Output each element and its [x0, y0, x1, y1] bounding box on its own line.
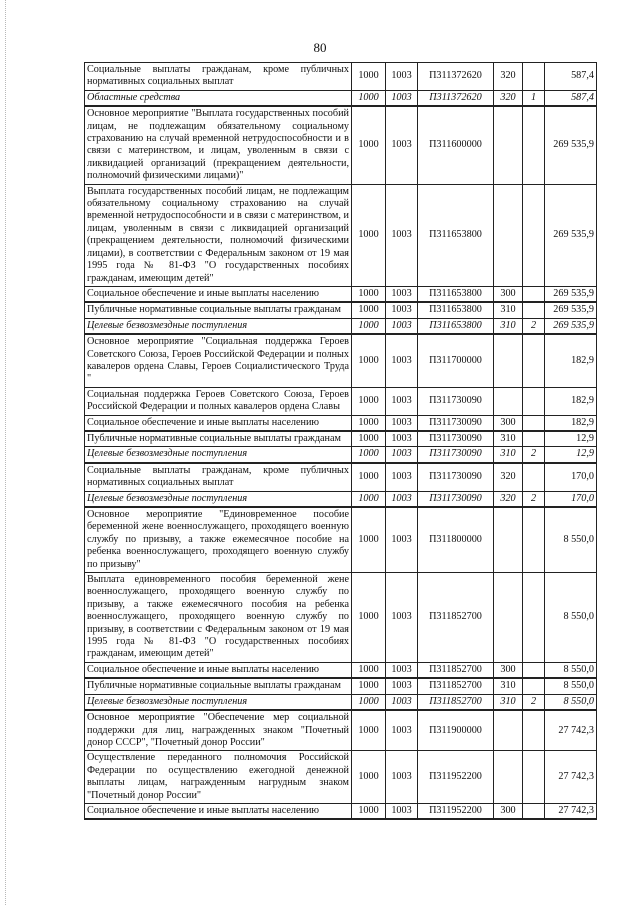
row-name-cell: Социальные выплаты гражданам, кроме публичных нормативных социальных выплат: [85, 463, 352, 491]
section-code-cell: 1000: [352, 63, 386, 91]
target-article-cell: П311600000: [418, 106, 494, 184]
row-name-cell: Областные средства: [85, 90, 352, 106]
expense-type-cell: [494, 507, 523, 573]
target-article-cell: П311730090: [418, 447, 494, 463]
section-code-cell: 1000: [352, 573, 386, 663]
source-code-cell: [523, 106, 545, 184]
section-code-cell: 1000: [352, 286, 386, 302]
row-name-cell: Основное мероприятие "Единовременное пособие беременной жене военнослужащего, проходящего военную службу по призыву, а также ежемесячное пособие на ребенка военнослужащего, проходящего военную службу по призыву": [85, 507, 352, 573]
subsection-code-cell: 1003: [386, 63, 418, 91]
table-row: [85, 302, 597, 318]
source-code-cell: [523, 431, 545, 447]
subsection-code-cell: 1003: [386, 803, 418, 819]
source-code-cell: 2: [523, 318, 545, 334]
section-code-cell: 1000: [352, 318, 386, 334]
source-code-cell: 2: [523, 694, 545, 710]
source-code-cell: [523, 415, 545, 431]
section-code-cell: 1000: [352, 694, 386, 710]
expense-type-cell: [494, 751, 523, 804]
expense-type-cell: 300: [494, 662, 523, 678]
section-code-cell: 1000: [352, 184, 386, 286]
amount-cell: 269 535,9: [545, 184, 597, 286]
budget-table-body: [85, 63, 597, 820]
subsection-code-cell: 1003: [386, 415, 418, 431]
expense-type-cell: [494, 573, 523, 663]
amount-cell: 12,9: [545, 431, 597, 447]
target-article-cell: П311800000: [418, 507, 494, 573]
table-row: [85, 387, 597, 415]
target-article-cell: П311653800: [418, 318, 494, 334]
amount-cell: 170,0: [545, 463, 597, 491]
row-name-cell: Целевые безвозмездные поступления: [85, 491, 352, 507]
subsection-code-cell: 1003: [386, 463, 418, 491]
expense-type-cell: 320: [494, 90, 523, 106]
source-code-cell: [523, 387, 545, 415]
subsection-code-cell: 1003: [386, 751, 418, 804]
source-code-cell: [523, 334, 545, 387]
table-row: [85, 106, 597, 184]
section-code-cell: 1000: [352, 678, 386, 694]
row-name-cell: Социальная поддержка Героев Советского Союза, Героев Российской Федерации и полных кавалеров ордена Славы: [85, 387, 352, 415]
section-code-cell: 1000: [352, 431, 386, 447]
expense-type-cell: [494, 184, 523, 286]
table-row: [85, 463, 597, 491]
source-code-cell: 1: [523, 90, 545, 106]
source-code-cell: [523, 302, 545, 318]
source-code-cell: [523, 803, 545, 819]
expense-type-cell: 310: [494, 318, 523, 334]
amount-cell: 182,9: [545, 387, 597, 415]
amount-cell: 8 550,0: [545, 507, 597, 573]
row-name-cell: Публичные нормативные социальные выплаты гражданам: [85, 431, 352, 447]
subsection-code-cell: 1003: [386, 184, 418, 286]
amount-cell: 269 535,9: [545, 302, 597, 318]
page-number: 80: [313, 40, 327, 55]
source-code-cell: 2: [523, 447, 545, 463]
table-row: [85, 318, 597, 334]
row-name-cell: Социальные выплаты гражданам, кроме публичных нормативных социальных выплат: [85, 63, 352, 91]
row-name-cell: Целевые безвозмездные поступления: [85, 694, 352, 710]
source-code-cell: [523, 678, 545, 694]
amount-cell: 8 550,0: [545, 573, 597, 663]
section-code-cell: 1000: [352, 447, 386, 463]
source-code-cell: [523, 662, 545, 678]
section-code-cell: 1000: [352, 302, 386, 318]
table-row: [85, 415, 597, 431]
expense-type-cell: [494, 334, 523, 387]
target-article-cell: П311730090: [418, 415, 494, 431]
source-code-cell: [523, 710, 545, 751]
table-row: [85, 507, 597, 573]
target-article-cell: П311730090: [418, 463, 494, 491]
target-article-cell: П311730090: [418, 491, 494, 507]
expense-type-cell: 310: [494, 694, 523, 710]
table-row: [85, 662, 597, 678]
source-code-cell: 2: [523, 491, 545, 507]
amount-cell: 8 550,0: [545, 694, 597, 710]
section-code-cell: 1000: [352, 463, 386, 491]
subsection-code-cell: 1003: [386, 286, 418, 302]
amount-cell: 269 535,9: [545, 106, 597, 184]
subsection-code-cell: 1003: [386, 678, 418, 694]
row-name-cell: Основное мероприятие "Обеспечение мер социальной поддержки для лиц, награжденных знаком "Почетный донор СССР", "Почетный донор России": [85, 710, 352, 751]
amount-cell: 587,4: [545, 90, 597, 106]
amount-cell: 170,0: [545, 491, 597, 507]
target-article-cell: П311852700: [418, 662, 494, 678]
subsection-code-cell: 1003: [386, 710, 418, 751]
expense-type-cell: 310: [494, 302, 523, 318]
table-row: [85, 710, 597, 751]
table-row: [85, 447, 597, 463]
row-name-cell: Публичные нормативные социальные выплаты гражданам: [85, 678, 352, 694]
target-article-cell: П311653800: [418, 286, 494, 302]
target-article-cell: П311372620: [418, 90, 494, 106]
expense-type-cell: [494, 710, 523, 751]
amount-cell: 12,9: [545, 447, 597, 463]
section-code-cell: 1000: [352, 710, 386, 751]
expense-type-cell: 300: [494, 286, 523, 302]
subsection-code-cell: 1003: [386, 491, 418, 507]
target-article-cell: П311700000: [418, 334, 494, 387]
subsection-code-cell: 1003: [386, 431, 418, 447]
expense-type-cell: 300: [494, 803, 523, 819]
target-article-cell: П311952200: [418, 751, 494, 804]
source-code-cell: [523, 63, 545, 91]
amount-cell: 269 535,9: [545, 286, 597, 302]
row-name-cell: Социальное обеспечение и иные выплаты населению: [85, 662, 352, 678]
amount-cell: 27 742,3: [545, 710, 597, 751]
source-code-cell: [523, 751, 545, 804]
target-article-cell: П311852700: [418, 573, 494, 663]
subsection-code-cell: 1003: [386, 90, 418, 106]
table-row: [85, 573, 597, 663]
section-code-cell: 1000: [352, 90, 386, 106]
amount-cell: 587,4: [545, 63, 597, 91]
target-article-cell: П311730090: [418, 387, 494, 415]
budget-table: [84, 62, 597, 820]
expense-type-cell: 310: [494, 678, 523, 694]
row-name-cell: Основное мероприятие "Выплата государственных пособий лицам, не подлежащим обязательному социальному страхованию на случай временной нетрудоспособности и в связи с материнством, и лицам, уволенным в связи с ликвидацией организаций (прекращением деятельности, полномочий физическими лицами)": [85, 106, 352, 184]
amount-cell: 182,9: [545, 334, 597, 387]
amount-cell: 27 742,3: [545, 751, 597, 804]
row-name-cell: Целевые безвозмездные поступления: [85, 318, 352, 334]
table-row: [85, 286, 597, 302]
table-row: [85, 63, 597, 91]
source-code-cell: [523, 463, 545, 491]
page-edge-rule: [5, 0, 6, 905]
subsection-code-cell: 1003: [386, 662, 418, 678]
amount-cell: 182,9: [545, 415, 597, 431]
subsection-code-cell: 1003: [386, 387, 418, 415]
subsection-code-cell: 1003: [386, 318, 418, 334]
source-code-cell: [523, 286, 545, 302]
target-article-cell: П311372620: [418, 63, 494, 91]
row-name-cell: Социальное обеспечение и иные выплаты населению: [85, 803, 352, 819]
table-row: [85, 184, 597, 286]
source-code-cell: [523, 184, 545, 286]
row-name-cell: Целевые безвозмездные поступления: [85, 447, 352, 463]
row-name-cell: Социальное обеспечение и иные выплаты населению: [85, 286, 352, 302]
expense-type-cell: 310: [494, 447, 523, 463]
expense-type-cell: 320: [494, 463, 523, 491]
section-code-cell: 1000: [352, 803, 386, 819]
row-name-cell: Публичные нормативные социальные выплаты гражданам: [85, 302, 352, 318]
source-code-cell: [523, 507, 545, 573]
subsection-code-cell: 1003: [386, 302, 418, 318]
section-code-cell: 1000: [352, 106, 386, 184]
expense-type-cell: 320: [494, 63, 523, 91]
table-row: [85, 334, 597, 387]
target-article-cell: П311852700: [418, 678, 494, 694]
row-name-cell: Осуществление переданного полномочия Российской Федерации по осуществлению ежегодной денежной выплаты лицам, награжденным нагрудным знаком "Почетный донор России": [85, 751, 352, 804]
row-name-cell: Основное мероприятие "Социальная поддержка Героев Советского Союза, Героев Российской Федерации и полных кавалеров ордена Славы, Героев Социалистического Труда ": [85, 334, 352, 387]
amount-cell: 27 742,3: [545, 803, 597, 819]
table-row: [85, 431, 597, 447]
subsection-code-cell: 1003: [386, 694, 418, 710]
amount-cell: 8 550,0: [545, 662, 597, 678]
expense-type-cell: [494, 106, 523, 184]
source-code-cell: [523, 573, 545, 663]
row-name-cell: Социальное обеспечение и иные выплаты населению: [85, 415, 352, 431]
amount-cell: 8 550,0: [545, 678, 597, 694]
table-row: [85, 678, 597, 694]
expense-type-cell: 320: [494, 491, 523, 507]
table-row: [85, 803, 597, 819]
target-article-cell: П311730090: [418, 431, 494, 447]
section-code-cell: 1000: [352, 334, 386, 387]
expense-type-cell: [494, 387, 523, 415]
section-code-cell: 1000: [352, 751, 386, 804]
section-code-cell: 1000: [352, 662, 386, 678]
subsection-code-cell: 1003: [386, 334, 418, 387]
subsection-code-cell: 1003: [386, 106, 418, 184]
table-row: [85, 751, 597, 804]
target-article-cell: П311952200: [418, 803, 494, 819]
section-code-cell: 1000: [352, 387, 386, 415]
table-row: [85, 491, 597, 507]
expense-type-cell: 310: [494, 431, 523, 447]
section-code-cell: 1000: [352, 507, 386, 573]
subsection-code-cell: 1003: [386, 447, 418, 463]
table-row: [85, 90, 597, 106]
section-code-cell: 1000: [352, 415, 386, 431]
subsection-code-cell: 1003: [386, 573, 418, 663]
target-article-cell: П311653800: [418, 302, 494, 318]
target-article-cell: П311900000: [418, 710, 494, 751]
table-row: [85, 694, 597, 710]
amount-cell: 269 535,9: [545, 318, 597, 334]
subsection-code-cell: 1003: [386, 507, 418, 573]
row-name-cell: Выплата единовременного пособия беременной жене военнослужащего, проходящего военную службу по призыву, а также ежемесячного пособия на ребенка военнослужащего, проходящего военную службу по призыву, в соответствии с Федеральным законом от 19 мая 1995 года № 81-ФЗ "О государственных пособиях гражданам, имеющим детей": [85, 573, 352, 663]
row-name-cell: Выплата государственных пособий лицам, не подлежащим обязательному социальному страхованию на случай временной нетрудоспособности и в связи с материнством, и лицам, уволенным в связи с ликвидацией организаций (прекращением деятельности, полномочий физическими лицами), в соответствии с Федеральным законом от 19 мая 1995 года № 81-ФЗ "О государственных пособиях гражданам, имеющим детей": [85, 184, 352, 286]
expense-type-cell: 300: [494, 415, 523, 431]
target-article-cell: П311653800: [418, 184, 494, 286]
section-code-cell: 1000: [352, 491, 386, 507]
target-article-cell: П311852700: [418, 694, 494, 710]
